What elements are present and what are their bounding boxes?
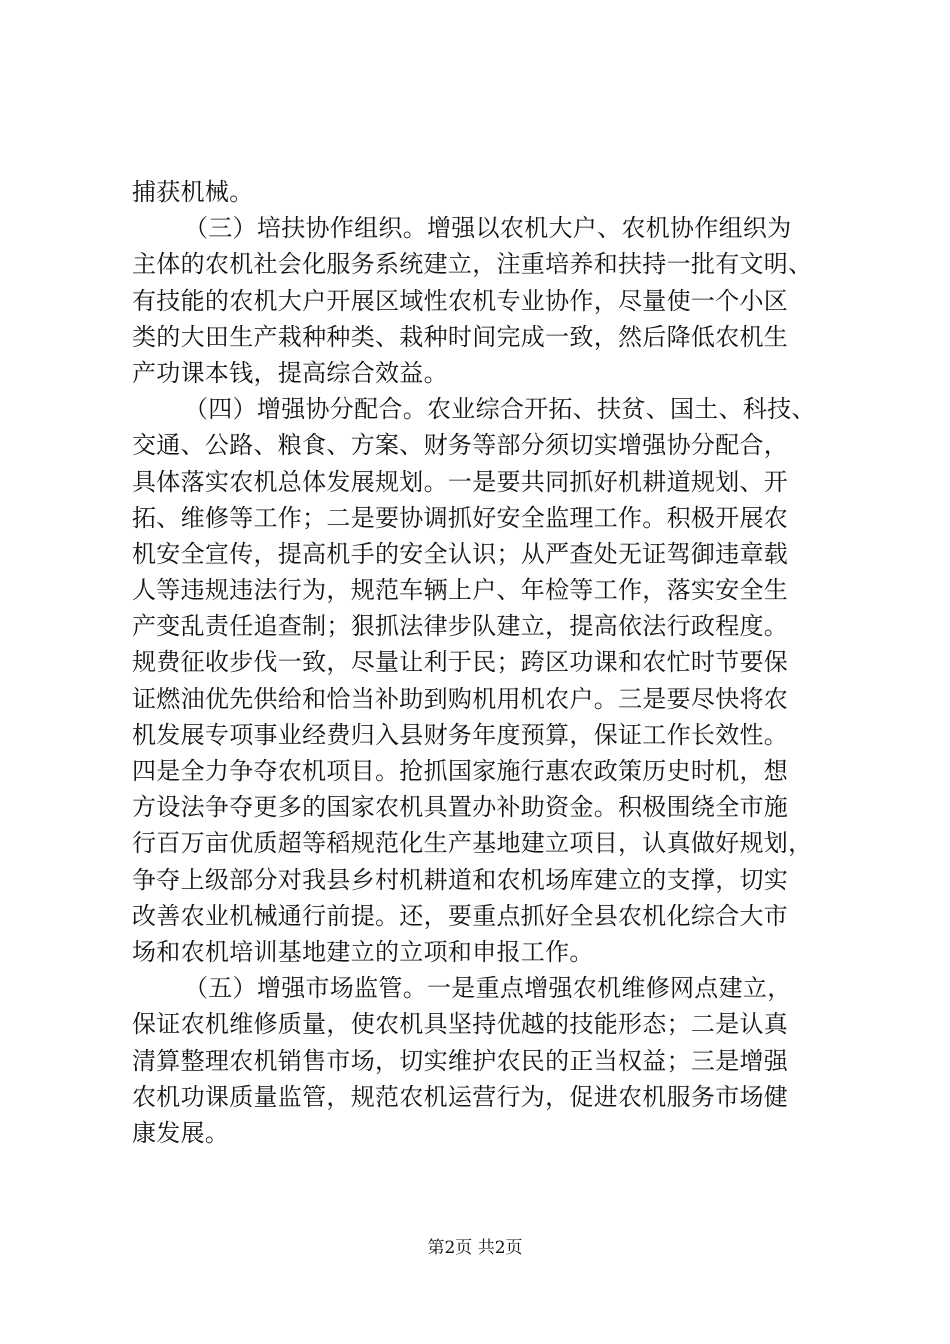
text-line: 产变乱责任追查制；狠抓法律步队建立，提高依法行政程度。 <box>132 612 789 641</box>
text-line: 拓、维修等工作；二是要协调抓好安全监理工作。积极开展农 <box>132 503 789 532</box>
paragraph-heading-3: （三）培扶协作组织。增强以农机大户、农机协作组织为 <box>184 214 792 243</box>
page-number-footer: 第2页 共2页 <box>427 1238 523 1258</box>
text-line: 机安全宣传，提高机手的安全认识；从严查处无证驾御违章载 <box>132 539 789 568</box>
text-line: 农机功课质量监管，规范农机运营行为，促进农机服务市场健 <box>132 1082 789 1111</box>
text-line: 改善农业机械通行前提。还，要重点抓好全县农机化综合大市 <box>132 901 789 930</box>
document-body <box>132 174 832 1151</box>
text-line: 捕获机械。 <box>132 178 254 206</box>
text-line: 康发展。 <box>132 1118 230 1147</box>
text-line: 方设法争夺更多的国家农机具置办补助资金。积极围绕全市施 <box>132 793 789 822</box>
text-line: 四是全力争夺农机项目。抢抓国家施行惠农政策历史时机，想 <box>132 757 789 785</box>
text-line: 争夺上级部分对我县乡村机耕道和农机场库建立的支撑，切实 <box>132 865 789 894</box>
paragraph-heading-5: （五）增强市场监管。一是重点增强农机维修网点建立， <box>184 974 792 1003</box>
text-line: 交通、公路、粮食、方案、财务等部分须切实增强协分配合， <box>132 431 789 460</box>
text-line: 机发展专项事业经费归入县财务年度预算，保证工作长效性。 <box>132 720 789 749</box>
text-line: 有技能的农机大户开展区域性农机专业协作，尽量使一个小区 <box>132 286 789 315</box>
text-line: 具体落实农机总体发展规划。一是要共同抓好机耕道规划、开 <box>132 467 789 496</box>
text-line: 主体的农机社会化服务系统建立，注重培养和扶持一批有文明、 <box>132 250 813 279</box>
text-line: 保证农机维修质量，使农机具坚持优越的技能形态；二是认真 <box>132 1010 789 1039</box>
text-line: 行百万亩优质超等稻规范化生产基地建立项目，认真做好规划， <box>132 829 813 858</box>
text-line: 人等违规违法行为，规范车辆上户、年检等工作，落实安全生 <box>132 576 789 605</box>
text-line: 清算整理农机销售市场，切实维护农民的正当权益；三是增强 <box>132 1046 789 1075</box>
text-line: 证燃油优先供给和恰当补助到购机用机农户。三是要尽快将农 <box>132 684 789 713</box>
text-line: 产功课本钱，提高综合效益。 <box>132 358 448 387</box>
text-line: 规费征收步伐一致，尽量让利于民；跨区功课和农忙时节要保 <box>132 648 789 677</box>
paragraph-heading-4: （四）增强协分配合。农业综合开拓、扶贫、国土、科技、 <box>184 395 816 424</box>
text-line: 类的大田生产栽种种类、栽种时间完成一致，然后降低农机生 <box>132 322 789 351</box>
text-line: 场和农机培训基地建立的立项和申报工作。 <box>132 937 594 966</box>
